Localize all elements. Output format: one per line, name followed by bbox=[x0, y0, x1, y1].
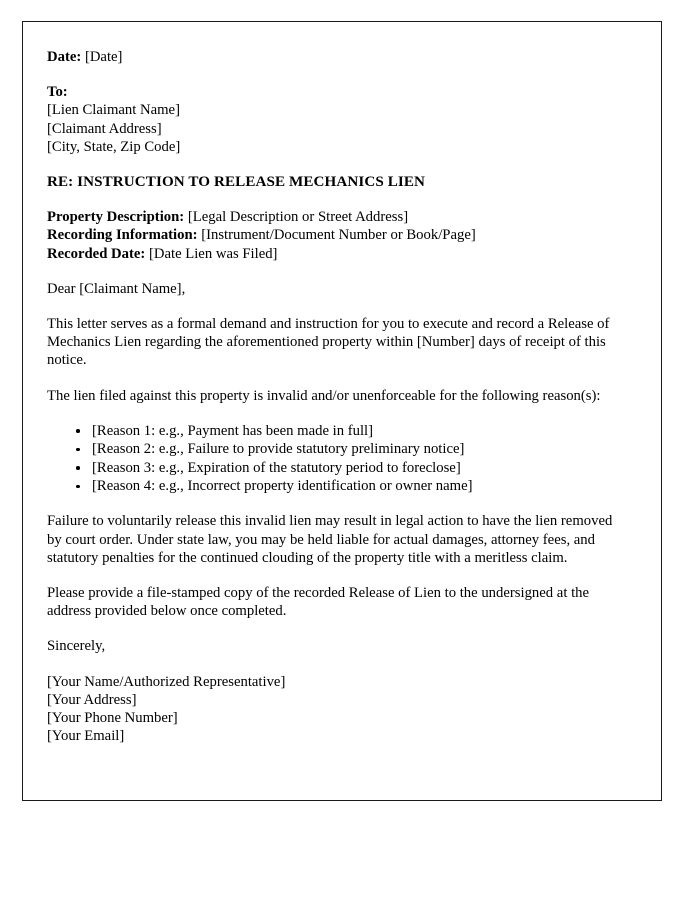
recipient-address: [Claimant Address] bbox=[47, 120, 162, 137]
recording-information-row bbox=[47, 226, 621, 244]
signature-block bbox=[47, 673, 621, 746]
signature-name: [Your Name/Authorized Representative] bbox=[47, 673, 286, 690]
recipient-block bbox=[47, 83, 621, 156]
paragraph-request: Please provide a file-stamped copy of the recorded Release of Lien to the undersigned at the address provided below once completed. bbox=[47, 585, 590, 620]
document-page bbox=[22, 21, 662, 801]
reasons-list bbox=[47, 422, 621, 496]
closing: Sincerely, bbox=[47, 638, 106, 655]
date-block bbox=[47, 48, 621, 66]
subject-line: RE: INSTRUCTION TO RELEASE MECHANICS LIEN bbox=[47, 174, 426, 191]
bullet-icon bbox=[76, 466, 80, 470]
reason-text: [Reason 3: e.g., Expiration of the statutory period to foreclose] bbox=[92, 459, 461, 476]
signature-address: [Your Address] bbox=[47, 691, 137, 708]
reference-block bbox=[47, 208, 621, 263]
property-description-value: [Legal Description or Street Address] bbox=[187, 209, 409, 226]
bullet-icon bbox=[76, 485, 80, 489]
reason-text: [Reason 4: e.g., Incorrect property identification or owner name] bbox=[92, 478, 473, 495]
reason-text: [Reason 2: e.g., Failure to provide statutory preliminary notice] bbox=[92, 441, 465, 458]
signature-phone: [Your Phone Number] bbox=[47, 710, 178, 727]
document-body bbox=[47, 48, 621, 746]
recipient-label: To: bbox=[47, 84, 68, 101]
salutation: Dear [Claimant Name], bbox=[47, 280, 186, 297]
paragraph-demand: This letter serves as a formal demand and instruction for you to execute and record a Release of Mechanics Lien regarding the aforementioned property within [Number] days of receipt of this notice. bbox=[47, 316, 610, 369]
date-label: Date: bbox=[47, 49, 82, 65]
paragraph-reasons-intro: The lien filed against this property is invalid and/or unenforceable for the following reason(s): bbox=[47, 387, 601, 404]
list-item bbox=[76, 477, 621, 495]
recording-information-value: [Instrument/Document Number or Book/Page] bbox=[201, 227, 476, 244]
recorded-date-row bbox=[47, 245, 621, 263]
recipient-name: [Lien Claimant Name] bbox=[47, 102, 180, 119]
date-line bbox=[47, 48, 621, 66]
property-description-row bbox=[47, 208, 621, 226]
recorded-date-label: Recorded Date: bbox=[47, 245, 146, 262]
list-item bbox=[76, 440, 621, 458]
list-item bbox=[76, 459, 621, 477]
paragraph-consequences: Failure to voluntarily release this invalid lien may result in legal action to have the lien removed by court order. Under state law, you may be held liable for actual damages, attorney fees, and statutory penalties for the continued clouding of the property title with a meritless claim. bbox=[47, 513, 613, 566]
property-description-label: Property Description: bbox=[47, 209, 185, 226]
recording-information-label: Recording Information: bbox=[47, 227, 198, 244]
recipient-city-state-zip: [City, State, Zip Code] bbox=[47, 138, 181, 155]
signature-email: [Your Email] bbox=[47, 728, 125, 745]
date-value: [Date] bbox=[84, 49, 123, 65]
bullet-icon bbox=[76, 448, 80, 452]
list-item bbox=[76, 422, 621, 440]
reason-text: [Reason 1: e.g., Payment has been made in full] bbox=[92, 422, 374, 439]
recorded-date-value: [Date Lien was Filed] bbox=[148, 245, 278, 262]
bullet-icon bbox=[76, 429, 80, 433]
